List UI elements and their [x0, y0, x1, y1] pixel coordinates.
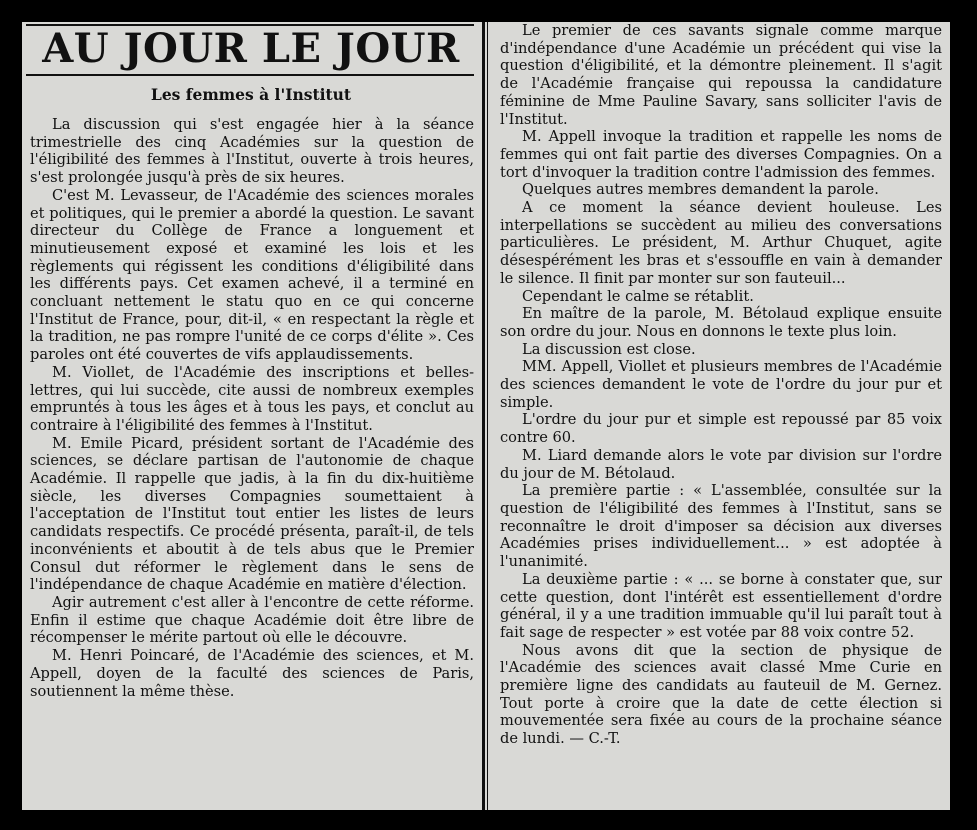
- paragraph: La deuxième partie : « ... se borne à constater que, sur cette question, dont l'intérêt est essentiellement d'ordre général, il y a une tradition immuable qu'il lui paraît tout à fait sage de respecter » est votée par 88 voix contre 52.: [500, 570, 942, 641]
- right-article-body: [500, 22, 942, 748]
- paragraph: La discussion qui s'est engagée hier à la séance trimestrielle des cinq Académies sur la question de l'éligibilité des femmes à l'Institut, ouverte à trois heures, s'est prolongée jusqu'à près de six heures.: [30, 116, 474, 187]
- newspaper-clipping: [22, 22, 950, 810]
- headline-rule: [26, 74, 474, 76]
- paragraph: Quelques autres membres demandent la parole.: [522, 181, 879, 199]
- paragraph: Nous avons dit que la section de physique de l'Académie des sciences avait classé Mme Curie en première ligne des candidats au fauteuil de M. Gernez. Tout porte à croire que la date de cette élection si mouvementée sera fixée au cours de la prochaine séance de lundi. — C.-T.: [500, 641, 942, 748]
- paragraph: L'ordre du jour pur et simple est repoussé par 85 voix contre 60.: [500, 411, 942, 447]
- paragraph: M. Liard demande alors le vote par division sur l'ordre du jour de M. Bétolaud.: [500, 446, 942, 482]
- right-column: [488, 22, 950, 810]
- paragraph: A ce moment la séance devient houleuse. Les interpellations se succèdent au milieu des conversations particulières. Le président, M. Arthur Chuquet, agite désespérément les bras et s'essouffle en vain à demander le silence. Il finit par monter sur son fauteuil...: [500, 199, 942, 287]
- paragraph: La première partie : « L'assemblée, consultée sur la question de l'éligibilité des femmes à l'Institut, sans se reconnaître le droit d'imposer sa décision aux diverses Académies prises individuellement... » est adoptée à l'unanimité.: [500, 482, 942, 571]
- paragraph: Cependant le calme se rétablit.: [522, 287, 754, 305]
- left-column: [22, 22, 480, 810]
- paragraph: Le premier de ces savants signale comme marque d'indépendance d'une Académie un précédent qui vise la question d'éligibilité, et la démontre pleinement. Il s'agit de l'Académie française qui repoussa la candidature féminine de Mme Pauline Savary, sans solliciter l'avis de l'Institut.: [500, 22, 942, 128]
- paragraph: La discussion est close.: [522, 340, 696, 358]
- paragraph: En maître de la parole, M. Bétolaud explique ensuite son ordre du jour. Nous en donnons le texte plus loin.: [500, 305, 942, 340]
- column-divider: [482, 22, 485, 810]
- paragraph: C'est M. Levasseur, de l'Académie des sciences morales et politiques, qui le premier a abordé la question. Le savant directeur du Collège de France a longuement et minutieusement exposé et examiné les lois et les règlements qui régissent les conditions d'éligibilité dans les différents pays. Cet examen achevé, il a terminé en concluant nettement le statu quo en ce qui concerne l'Institut de France, pour, dit-il, « en respectant la règle et la tradition, ne pas rompre l'unité de ce corps d'élite ». Ces paroles ont été couvertes de vifs applaudissements.: [30, 186, 474, 364]
- paragraph: MM. Appell, Viollet et plusieurs membres de l'Académie des sciences demandent le vote de l'ordre du jour pur et simple.: [500, 358, 942, 411]
- paragraph: M. Henri Poincaré, de l'Académie des sciences, et M. Appell, doyen de la faculté des sciences de Paris, soutiennent la même thèse.: [30, 647, 474, 700]
- left-article-body: [30, 116, 474, 700]
- paragraph: M. Viollet, de l'Académie des inscriptions et belles-lettres, qui lui succède, cite aussi de nombreux exemples empruntés à tous les âges et à tous les pays, et conclut au contraire à l'éligibilité des femmes à l'Institut.: [30, 363, 474, 434]
- paragraph: Agir autrement c'est aller à l'encontre de cette réforme. Enfin il estime que chaque Académie doit être libre de récompenser le mérite partout où elle le découvre.: [30, 593, 474, 647]
- subheadline: Les femmes à l'Institut: [150, 85, 352, 104]
- paragraph: M. Emile Picard, président sortant de l'Académie des sciences, se déclare partisan de l'autonomie de chaque Académie. Il rappelle que jadis, à la fin du dix-huitième siècle, les diverses Compagnies soumettaient à l'acceptation de l'Institut tout entier les listes de leurs candidats respectifs. Ce procédé présenta, paraît-il, de tels inconvénients et aboutit à de tels abus que le Premier Consul dut réformer le règlement dans le sens de l'indépendance de chaque Académie en matière d'élection.: [30, 434, 474, 594]
- paragraph: M. Appell invoque la tradition et rappelle les noms de femmes qui ont fait partie des diverses Compagnies. On a tort d'invoquer la tradition contre l'admission des femmes.: [500, 128, 942, 181]
- headline: AU JOUR LE JOUR: [42, 25, 460, 72]
